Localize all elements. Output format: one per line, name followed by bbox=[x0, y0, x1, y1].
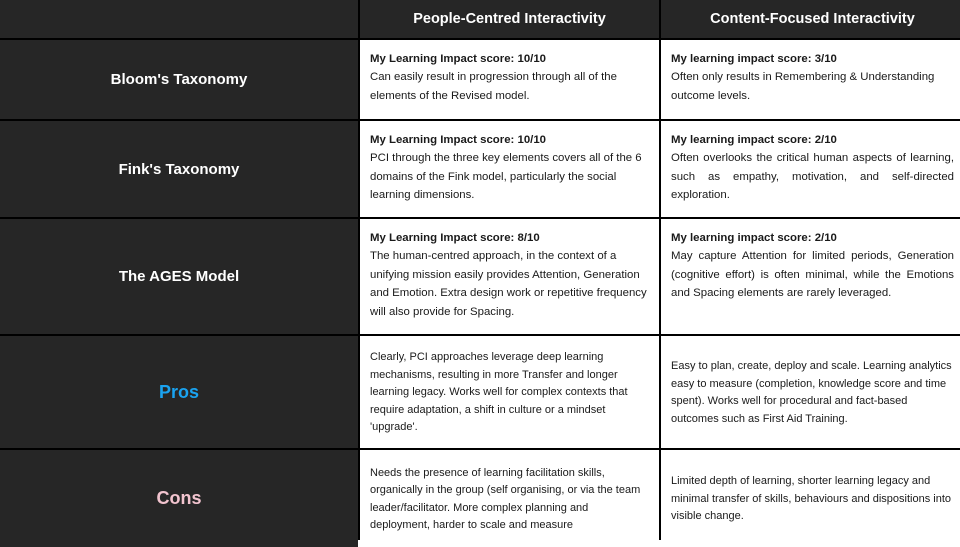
impact-score: My Learning Impact score: 10/10 bbox=[370, 134, 546, 146]
cell-text: Limited depth of learning, shorter learning legacy and minimal transfer of skills, behaviours and dispositions into visible change. bbox=[671, 475, 952, 523]
cell-text: Needs the presence of learning facilitation skills, organically in the group (self organising, or via the team leader/facilitator. More complex planning and deployment, harder to scale and measure bbox=[370, 466, 641, 531]
table-cell-blooms-cfi bbox=[661, 40, 960, 119]
table-cell-ages-pci bbox=[360, 219, 659, 334]
cell-text: PCI through the three key elements covers all of the 6 domains of the Fink model, particularly the social learning dimensions. bbox=[370, 152, 642, 202]
impact-score: My learning impact score: 3/10 bbox=[671, 53, 837, 65]
row-header-ages-model: The AGES Model bbox=[0, 219, 358, 334]
row-header-finks-taxonomy: Fink's Taxonomy bbox=[0, 121, 358, 217]
table-cell-pros-pci bbox=[360, 336, 659, 448]
row-header-cons: Cons bbox=[0, 450, 358, 547]
column-header-people-centred: People-Centred Interactivity bbox=[360, 0, 659, 38]
cell-text: Easy to plan, create, deploy and scale. Learning analytics easy to measure (completion, knowledge score and time spent). Works well for procedural and fact-based outcomes such as First Aid Training. bbox=[671, 360, 952, 425]
table-cell-ages-cfi bbox=[661, 219, 960, 334]
cell-text: Often only results in Remembering & Understanding outcome levels. bbox=[671, 71, 935, 102]
row-header-blooms-taxonomy: Bloom's Taxonomy bbox=[0, 40, 358, 119]
table-cell-blooms-pci bbox=[360, 40, 659, 119]
impact-score: My Learning Impact score: 8/10 bbox=[370, 232, 540, 244]
table-cell-cons-pci bbox=[360, 450, 659, 547]
row-header-pros: Pros bbox=[0, 336, 358, 448]
column-header-content-focused: Content-Focused Interactivity bbox=[661, 0, 960, 38]
cell-text: Often overlooks the critical human aspects of learning, such as empathy, motivation, and self-directed exploration. bbox=[671, 152, 954, 202]
table-corner-cell bbox=[0, 0, 358, 38]
impact-score: My learning impact score: 2/10 bbox=[671, 232, 837, 244]
table-cell-finks-cfi bbox=[661, 121, 960, 217]
table-cell-finks-pci bbox=[360, 121, 659, 217]
cell-text: May capture Attention for limited periods, Generation (cognitive effort) is often minimal, while the Emotions and Spacing elements are rarely leveraged. bbox=[671, 250, 954, 300]
cell-text: Can easily result in progression through all of the elements of the Revised model. bbox=[370, 71, 617, 102]
table-cell-pros-cfi bbox=[661, 336, 960, 448]
impact-score: My learning impact score: 2/10 bbox=[671, 134, 837, 146]
impact-score: My Learning Impact score: 10/10 bbox=[370, 53, 546, 65]
cell-text: Clearly, PCI approaches leverage deep learning mechanisms, resulting in more Transfer and longer learning legacy. Works well for complex contexts that require adaptation, a shift in culture or a mindset 'upgrade'. bbox=[370, 351, 628, 434]
cell-text: The human-centred approach, in the context of a unifying mission easily provides Attention, Generation and Emotion. Extra design work or repetitive frequency will also provide for Spacing. bbox=[370, 250, 647, 318]
table-cell-cons-cfi bbox=[661, 450, 960, 547]
